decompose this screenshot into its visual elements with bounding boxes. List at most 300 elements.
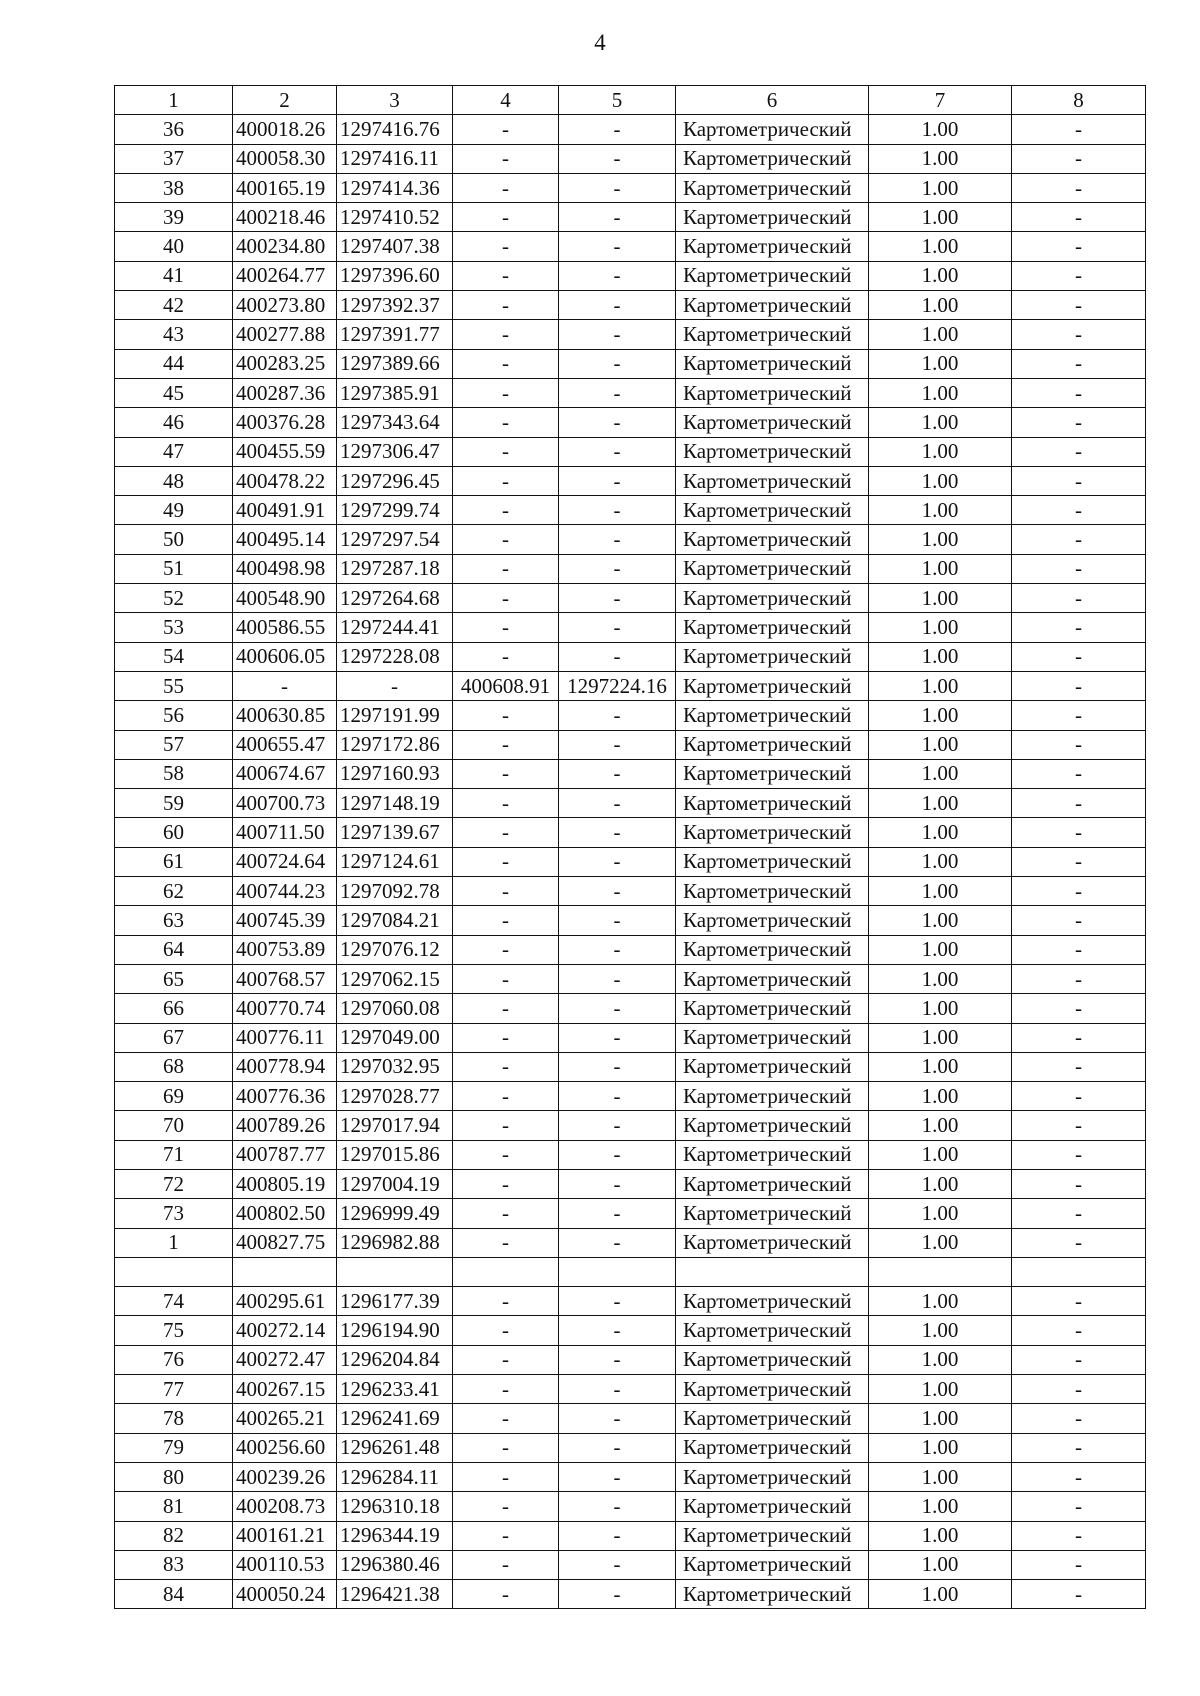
table-cell: 1.00 [869, 1111, 1012, 1140]
table-cell: - [1012, 378, 1146, 407]
table-cell: - [453, 203, 559, 232]
table-cell: 1.00 [869, 1521, 1012, 1550]
table-cell: - [453, 1082, 559, 1111]
table-cell: 400586.55 [233, 613, 337, 642]
table-cell: 1.00 [869, 1345, 1012, 1374]
table-cell: Картометрический [676, 584, 869, 613]
table-cell: 1.00 [869, 1023, 1012, 1052]
table-row [115, 1111, 1146, 1140]
table-cell: - [1012, 203, 1146, 232]
table-cell: 73 [115, 1199, 233, 1228]
table-cell: - [559, 877, 676, 906]
table-row [115, 877, 1146, 906]
table-cell: 400776.36 [233, 1082, 337, 1111]
table-cell: 56 [115, 701, 233, 730]
table-cell: Картометрический [676, 1023, 869, 1052]
table-cell: 46 [115, 408, 233, 437]
table-cell: 400630.85 [233, 701, 337, 730]
table-cell: - [1012, 466, 1146, 495]
table-cell: - [1012, 1140, 1146, 1169]
table-cell: - [559, 1082, 676, 1111]
table-row [115, 964, 1146, 993]
table-cell: - [559, 1140, 676, 1169]
table-cell: 400770.74 [233, 994, 337, 1023]
table-cell: 1.00 [869, 320, 1012, 349]
table-cell: Картометрический [676, 818, 869, 847]
table-cell: - [453, 1228, 559, 1257]
table-cell: - [1012, 789, 1146, 818]
table-cell: - [1012, 1228, 1146, 1257]
table-cell: - [453, 173, 559, 202]
table-row [115, 378, 1146, 407]
table-row [115, 701, 1146, 730]
table-cell: Картометрический [676, 1345, 869, 1374]
table-cell: - [453, 466, 559, 495]
table-cell: - [453, 818, 559, 847]
table-row [115, 789, 1146, 818]
table-cell: - [559, 291, 676, 320]
table-cell: 1297407.38 [337, 232, 453, 261]
table-cell: Картометрический [676, 1169, 869, 1198]
table-cell: Картометрический [676, 1521, 869, 1550]
table-cell: 1.00 [869, 378, 1012, 407]
table-row [115, 173, 1146, 202]
table-cell: 38 [115, 173, 233, 202]
table-cell: Картометрический [676, 291, 869, 320]
table-cell: - [1012, 1169, 1146, 1198]
table-cell: - [1012, 261, 1146, 290]
table-cell: - [559, 789, 676, 818]
table-cell: 1.00 [869, 877, 1012, 906]
table-cell: - [559, 1228, 676, 1257]
table-cell: 1.00 [869, 437, 1012, 466]
table-cell: 400606.05 [233, 642, 337, 671]
table-cell: - [453, 1550, 559, 1579]
table-cell [115, 1257, 233, 1286]
table-cell: - [1012, 1316, 1146, 1345]
table-cell: 1.00 [869, 701, 1012, 730]
table-row [115, 408, 1146, 437]
table-cell: - [559, 203, 676, 232]
table-cell: 1297228.08 [337, 642, 453, 671]
table-cell: 1.00 [869, 1169, 1012, 1198]
table-cell: 58 [115, 759, 233, 788]
table-cell: 400287.36 [233, 378, 337, 407]
table-cell: 400264.77 [233, 261, 337, 290]
table-cell: 1.00 [869, 115, 1012, 144]
table-cell: - [1012, 1199, 1146, 1228]
table-cell: - [559, 964, 676, 993]
table-cell: - [1012, 1111, 1146, 1140]
column-header: 6 [676, 86, 869, 115]
table-cell: 1.00 [869, 408, 1012, 437]
table-cell: 1297287.18 [337, 554, 453, 583]
table-cell: 400778.94 [233, 1052, 337, 1081]
table-cell: - [1012, 1521, 1146, 1550]
table-cell: - [559, 701, 676, 730]
table-cell: Картометрический [676, 1433, 869, 1462]
table-cell: 1.00 [869, 1462, 1012, 1491]
table-cell: Картометрический [676, 173, 869, 202]
table-cell: - [559, 437, 676, 466]
table-cell: 1.00 [869, 1228, 1012, 1257]
table-cell: - [559, 378, 676, 407]
table-cell: 1.00 [869, 1052, 1012, 1081]
table-cell: - [559, 496, 676, 525]
table-cell: 1297004.19 [337, 1169, 453, 1198]
table-cell: 400724.64 [233, 847, 337, 876]
table-cell: 1.00 [869, 1404, 1012, 1433]
table-cell: - [1012, 1375, 1146, 1404]
table-cell: - [1012, 173, 1146, 202]
table-cell: 1.00 [869, 935, 1012, 964]
table-cell: - [1012, 291, 1146, 320]
table-cell: 1297306.47 [337, 437, 453, 466]
table-cell: Картометрический [676, 203, 869, 232]
table-cell: Картометрический [676, 525, 869, 554]
table-row [115, 144, 1146, 173]
table-cell: 1.00 [869, 261, 1012, 290]
table-cell: Картометрический [676, 1140, 869, 1169]
table-cell: Картометрический [676, 1228, 869, 1257]
table-cell: - [453, 232, 559, 261]
table-cell: 63 [115, 906, 233, 935]
table-cell: 400548.90 [233, 584, 337, 613]
table-cell: 400218.46 [233, 203, 337, 232]
table-cell: - [453, 964, 559, 993]
table-cell: - [559, 1111, 676, 1140]
table-cell: - [559, 730, 676, 759]
table-cell: - [1012, 642, 1146, 671]
table-cell: 48 [115, 466, 233, 495]
table-cell: - [453, 1169, 559, 1198]
table-cell: 1.00 [869, 1550, 1012, 1579]
table-cell: 1296982.88 [337, 1228, 453, 1257]
table-cell: Картометрический [676, 1052, 869, 1081]
table-cell: Картометрический [676, 1492, 869, 1521]
table-cell: 1.00 [869, 232, 1012, 261]
table-cell: 1296177.39 [337, 1287, 453, 1316]
table-row [115, 847, 1146, 876]
table-cell: 47 [115, 437, 233, 466]
table-cell [233, 1257, 337, 1286]
table-cell: Картометрический [676, 1404, 869, 1433]
table-cell: 78 [115, 1404, 233, 1433]
table-cell: 54 [115, 642, 233, 671]
table-cell: Картометрический [676, 261, 869, 290]
column-header: 5 [559, 86, 676, 115]
table-row [115, 759, 1146, 788]
table-cell: - [453, 642, 559, 671]
table-cell: - [453, 1052, 559, 1081]
table-cell: Картометрический [676, 906, 869, 935]
table-cell: Картометрический [676, 671, 869, 700]
table-cell: - [453, 1111, 559, 1140]
table-cell: 44 [115, 349, 233, 378]
table-cell: 57 [115, 730, 233, 759]
table-cell: Картометрический [676, 115, 869, 144]
table-cell: 400608.91 [453, 671, 559, 700]
table-cell: 76 [115, 1345, 233, 1374]
table-cell: 1.00 [869, 1140, 1012, 1169]
table-cell: 400277.88 [233, 320, 337, 349]
table-cell: 400744.23 [233, 877, 337, 906]
table-cell: 82 [115, 1521, 233, 1550]
table-cell: 1297389.66 [337, 349, 453, 378]
table-cell: - [559, 1433, 676, 1462]
table-cell: 1.00 [869, 671, 1012, 700]
table-cell: - [1012, 232, 1146, 261]
table-row [115, 935, 1146, 964]
table-cell: 400802.50 [233, 1199, 337, 1228]
table-cell: Картометрический [676, 144, 869, 173]
table-row [115, 671, 1146, 700]
table-cell: - [1012, 730, 1146, 759]
table-cell: 42 [115, 291, 233, 320]
table-cell: - [453, 144, 559, 173]
table-cell: - [559, 613, 676, 642]
table-cell: 1297015.86 [337, 1140, 453, 1169]
table-cell: - [1012, 1287, 1146, 1316]
table-row [115, 1140, 1146, 1169]
table-cell: - [453, 496, 559, 525]
table-cell: 400058.30 [233, 144, 337, 173]
table-cell: 1296241.69 [337, 1404, 453, 1433]
table-cell: - [453, 1345, 559, 1374]
table-cell: - [1012, 1433, 1146, 1462]
table-cell: - [559, 906, 676, 935]
table-cell: 400789.26 [233, 1111, 337, 1140]
table-cell: - [1012, 1023, 1146, 1052]
page-number: 4 [594, 30, 606, 55]
table-cell: 400234.80 [233, 232, 337, 261]
table-cell: - [233, 671, 337, 700]
table-cell: 1.00 [869, 1199, 1012, 1228]
table-cell: 1.00 [869, 964, 1012, 993]
table-cell: 1.00 [869, 496, 1012, 525]
table-cell: Картометрический [676, 877, 869, 906]
table-cell: 400267.15 [233, 1375, 337, 1404]
table-cell: 77 [115, 1375, 233, 1404]
table-cell: Картометрический [676, 1375, 869, 1404]
table-cell: 80 [115, 1462, 233, 1491]
table-cell: 1.00 [869, 173, 1012, 202]
table-cell: - [453, 701, 559, 730]
table-cell: 1297343.64 [337, 408, 453, 437]
table-cell: 400491.91 [233, 496, 337, 525]
table-cell: 1 [115, 1228, 233, 1257]
table-cell: - [453, 261, 559, 290]
table-cell: Картометрический [676, 994, 869, 1023]
table-cell: 400495.14 [233, 525, 337, 554]
table-row [115, 613, 1146, 642]
table-cell: 400655.47 [233, 730, 337, 759]
table-cell: - [453, 730, 559, 759]
table-cell: - [453, 584, 559, 613]
table-cell [559, 1257, 676, 1286]
table-cell: 1297244.41 [337, 613, 453, 642]
table-cell: Картометрический [676, 349, 869, 378]
table-row [115, 1199, 1146, 1228]
table-row [115, 1228, 1146, 1257]
table-cell: 400674.67 [233, 759, 337, 788]
table-cell: - [1012, 906, 1146, 935]
table-cell [337, 1257, 453, 1286]
table-cell: - [1012, 115, 1146, 144]
table-cell: - [559, 173, 676, 202]
table-cell: - [559, 642, 676, 671]
table-cell: - [1012, 613, 1146, 642]
table-cell: - [453, 847, 559, 876]
table-cell: 1297172.86 [337, 730, 453, 759]
table-body [115, 115, 1146, 1609]
table-cell: 49 [115, 496, 233, 525]
table-cell: - [453, 1521, 559, 1550]
table-cell: 69 [115, 1082, 233, 1111]
table-cell: 1.00 [869, 144, 1012, 173]
table-row [115, 320, 1146, 349]
table-cell: 66 [115, 994, 233, 1023]
table-cell: - [559, 584, 676, 613]
table-row [115, 1052, 1146, 1081]
table-cell: Картометрический [676, 935, 869, 964]
table-row [115, 730, 1146, 759]
table-cell: 400478.22 [233, 466, 337, 495]
table-cell: 1296194.90 [337, 1316, 453, 1345]
table-cell: 1.00 [869, 291, 1012, 320]
table-row [115, 1169, 1146, 1198]
table-cell: 65 [115, 964, 233, 993]
table-cell: 1297410.52 [337, 203, 453, 232]
table-row [115, 525, 1146, 554]
table-cell: Картометрический [676, 232, 869, 261]
table-cell: 1296380.46 [337, 1550, 453, 1579]
table-cell: 400711.50 [233, 818, 337, 847]
table-cell: 1297416.76 [337, 115, 453, 144]
table-cell: 1.00 [869, 203, 1012, 232]
table-cell: Картометрический [676, 1316, 869, 1345]
table-cell: 400776.11 [233, 1023, 337, 1052]
table-cell: 400295.61 [233, 1287, 337, 1316]
table-cell: Картометрический [676, 701, 869, 730]
table-cell: 400753.89 [233, 935, 337, 964]
table-cell: 1297385.91 [337, 378, 453, 407]
table-row [115, 1462, 1146, 1491]
table-row [115, 584, 1146, 613]
table-cell: 81 [115, 1492, 233, 1521]
table-cell: - [1012, 964, 1146, 993]
table-cell: 53 [115, 613, 233, 642]
table-cell: 400376.28 [233, 408, 337, 437]
table-cell: - [453, 554, 559, 583]
table-cell: - [453, 115, 559, 144]
table-cell: - [559, 261, 676, 290]
table-cell: - [559, 525, 676, 554]
table-cell: - [559, 994, 676, 1023]
table-cell: 1297160.93 [337, 759, 453, 788]
table-cell: 1297076.12 [337, 935, 453, 964]
table-row [115, 1580, 1146, 1609]
table-cell: - [453, 789, 559, 818]
table-cell: - [559, 349, 676, 378]
table-cell: - [559, 232, 676, 261]
table-cell: 36 [115, 115, 233, 144]
table-cell [1012, 1257, 1146, 1286]
table-cell: 400273.80 [233, 291, 337, 320]
table-cell: Картометрический [676, 613, 869, 642]
column-header: 2 [233, 86, 337, 115]
table-cell: 67 [115, 1023, 233, 1052]
table-cell: - [453, 613, 559, 642]
table-cell [869, 1257, 1012, 1286]
table-cell: 1296310.18 [337, 1492, 453, 1521]
table-row [115, 1082, 1146, 1111]
table-cell: - [453, 1404, 559, 1433]
table-cell: - [453, 759, 559, 788]
table-row [115, 261, 1146, 290]
table-cell: 1.00 [869, 818, 1012, 847]
table-cell: - [1012, 1345, 1146, 1374]
table-cell: 1.00 [869, 1492, 1012, 1521]
table-cell: 1297392.37 [337, 291, 453, 320]
table-row [115, 642, 1146, 671]
table-cell: 1297092.78 [337, 877, 453, 906]
table-header-row [115, 86, 1146, 115]
table-cell: 400745.39 [233, 906, 337, 935]
table-cell: - [337, 671, 453, 700]
table-cell: 400272.47 [233, 1345, 337, 1374]
table-cell: - [1012, 584, 1146, 613]
table-cell: Картометрический [676, 378, 869, 407]
table-row [115, 291, 1146, 320]
column-header: 4 [453, 86, 559, 115]
table-cell: - [453, 906, 559, 935]
table-cell: - [559, 1550, 676, 1579]
table-cell: - [559, 1052, 676, 1081]
column-header: 7 [869, 86, 1012, 115]
table-cell: 1.00 [869, 554, 1012, 583]
table-cell: 1297084.21 [337, 906, 453, 935]
table-row [115, 232, 1146, 261]
table-cell: - [559, 935, 676, 964]
table-cell: 60 [115, 818, 233, 847]
table-cell: - [453, 994, 559, 1023]
table-cell: - [559, 1199, 676, 1228]
table-cell: - [559, 466, 676, 495]
table-cell: 400455.59 [233, 437, 337, 466]
table-cell: - [1012, 759, 1146, 788]
table-cell: - [453, 1287, 559, 1316]
column-header: 8 [1012, 86, 1146, 115]
table-cell: 1.00 [869, 906, 1012, 935]
table-cell: 1297299.74 [337, 496, 453, 525]
table-cell: - [1012, 349, 1146, 378]
table-cell: 55 [115, 671, 233, 700]
table-cell: - [453, 378, 559, 407]
table-row [115, 554, 1146, 583]
table-cell: - [1012, 408, 1146, 437]
table-cell: Картометрический [676, 437, 869, 466]
table-cell: 400050.24 [233, 1580, 337, 1609]
table-cell: 1297049.00 [337, 1023, 453, 1052]
table-cell: - [559, 1316, 676, 1345]
table-cell: - [453, 291, 559, 320]
table-cell: 1297124.61 [337, 847, 453, 876]
table-cell: - [1012, 701, 1146, 730]
table-cell: - [1012, 554, 1146, 583]
table-cell: Картометрический [676, 642, 869, 671]
table-cell: 51 [115, 554, 233, 583]
